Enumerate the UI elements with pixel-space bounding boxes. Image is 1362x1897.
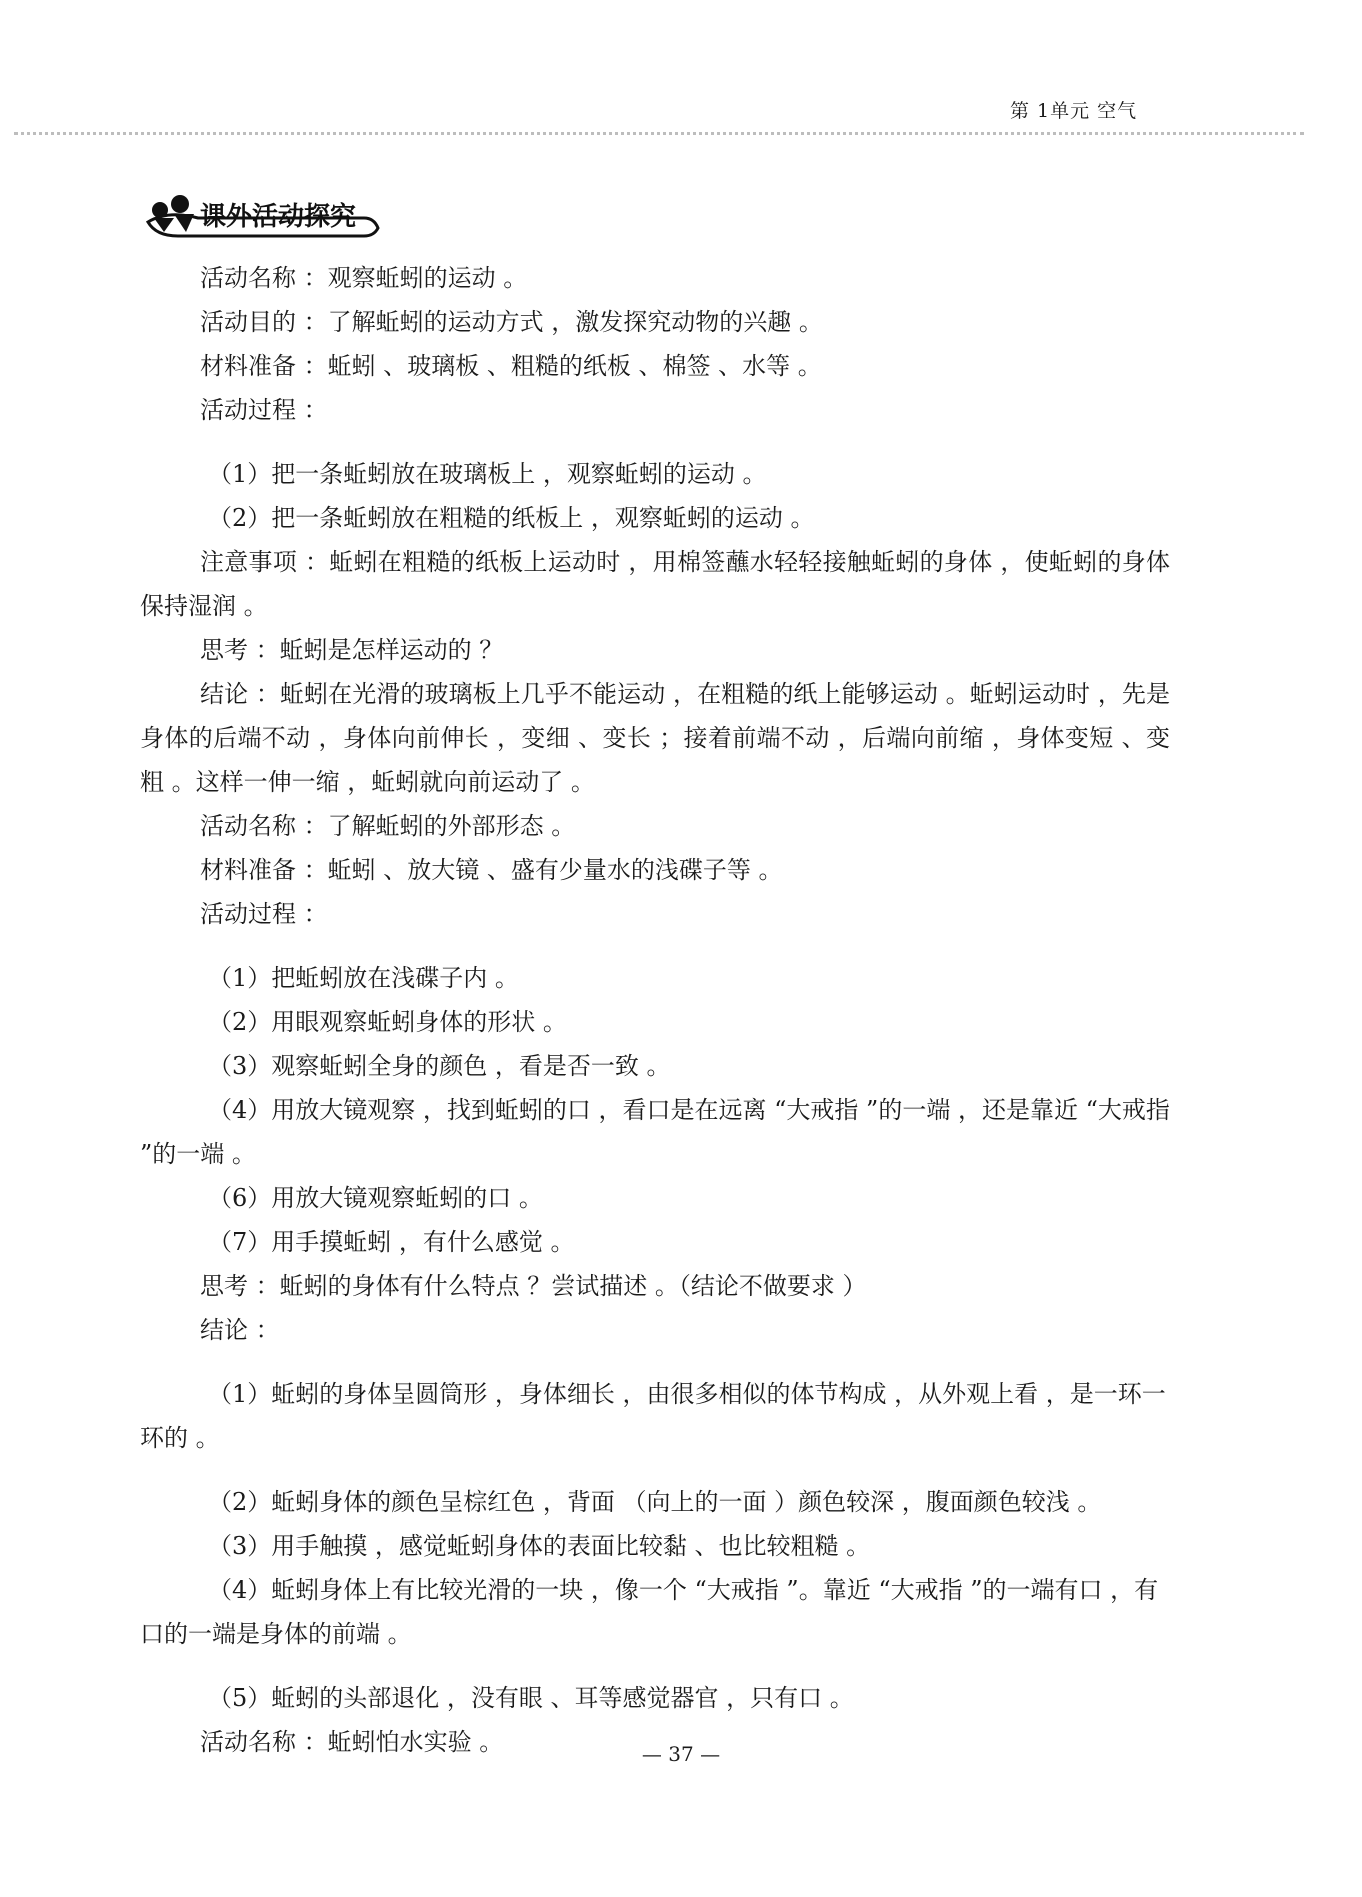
activity2-name: 活动名称 ：了解蚯蚓的外部形态 。 <box>200 812 576 840</box>
activity1-step2: （2）把一条蚯蚓放在粗糙的纸板上 ，观察蚯蚓的运动 。 <box>208 504 815 532</box>
activity1-process: 活动过程 ： <box>200 396 328 424</box>
activity2-conclusion-4: （4）蚯蚓身体上有比较光滑的一块 ，像一个 “大戒指 ”。靠近 “大戒指 ”的一端有口 ，有口的一端是身体的前端 。 <box>140 1576 1159 1648</box>
header-divider <box>14 132 1304 135</box>
activity3-name: 活动名称 ：蚯蚓怕水实验 。 <box>200 1728 504 1756</box>
activity2-step4: （4）用放大镜观察 ，找到蚯蚓的口 ，看口是在远离 “大戒指 ”的一端 ，还是靠近 “大戒指 ”的一端 。 <box>140 1096 1170 1168</box>
activity2-process: 活动过程 ： <box>200 900 328 928</box>
activity1-step1: （1）把一条蚯蚓放在玻璃板上 ，观察蚯蚓的运动 。 <box>208 460 767 488</box>
activity1-name: 活动名称 ：观察蚯蚓的运动 。 <box>200 264 528 292</box>
section-heading <box>138 188 386 240</box>
activity1-goal: 活动目的 ：了解蚯蚓的运动方式 ，激发探究动物的兴趣 。 <box>200 308 823 336</box>
activity1-think: 思考 ：蚯蚓是怎样运动的 ？ <box>200 636 504 664</box>
activity2-conclusion-label: 结论 ： <box>200 1316 280 1344</box>
unit-header: 第 1单元 空气 <box>1010 100 1138 122</box>
activity1-note: 注意事项 ：蚯蚓在粗糙的纸板上运动时 ，用棉签蘸水轻轻接触蚯蚓的身体 ，使蚯蚓的身体保持湿润 。 <box>140 548 1170 620</box>
activity2-think: 思考 ：蚯蚓的身体有什么特点 ？尝试描述 。（结论不做要求 ） <box>200 1272 867 1300</box>
activity2-materials: 材料准备 ：蚯蚓 、放大镜 、盛有少量水的浅碟子等 。 <box>200 856 783 884</box>
activity-content <box>140 256 1170 1764</box>
activity2-step2: （2）用眼观察蚯蚓身体的形状 。 <box>208 1008 567 1036</box>
activity2-step1: （1）把蚯蚓放在浅碟子内 。 <box>208 964 519 992</box>
activity2-conclusion-2: （2）蚯蚓身体的颜色呈棕红色 ，背面 （向上的一面 ）颜色较深 ，腹面颜色较浅 。 <box>208 1488 1102 1516</box>
activity1-materials: 材料准备 ：蚯蚓 、玻璃板 、粗糙的纸板 、棉签 、水等 。 <box>200 352 822 380</box>
activity2-conclusion-3: （3）用手触摸 ，感觉蚯蚓身体的表面比较黏 、也比较粗糙 。 <box>208 1532 871 1560</box>
activity2-conclusion-1: （1）蚯蚓的身体呈圆筒形 ，身体细长 ，由很多相似的体节构成 ，从外观上看 ，是一环一环的 。 <box>140 1380 1166 1452</box>
page-number: — 37 — <box>641 1742 721 1766</box>
activity2-step6: （6）用放大镜观察蚯蚓的口 。 <box>208 1184 543 1212</box>
section-title: 课外活动探究 <box>200 202 357 232</box>
activity2-step7: （7）用手摸蚯蚓 ，有什么感觉 。 <box>208 1228 575 1256</box>
activity2-step3: （3）观察蚯蚓全身的颜色 ，看是否一致 。 <box>208 1052 671 1080</box>
activity1-conclusion: 结论 ：蚯蚓在光滑的玻璃板上几乎不能运动 ，在粗糙的纸上能够运动 。蚯蚓运动时 ，先是身体的后端不动 ，身体向前伸长 ，变细 、变长 ；接着前端不动 ，后端向前缩 ，身体变短 、变粗 。这样一伸一缩 ，蚯蚓就向前运动了 。 <box>140 680 1170 796</box>
activity2-conclusion-5: （5）蚯蚓的头部退化 ，没有眼 、耳等感觉器官 ，只有口 。 <box>208 1684 854 1712</box>
